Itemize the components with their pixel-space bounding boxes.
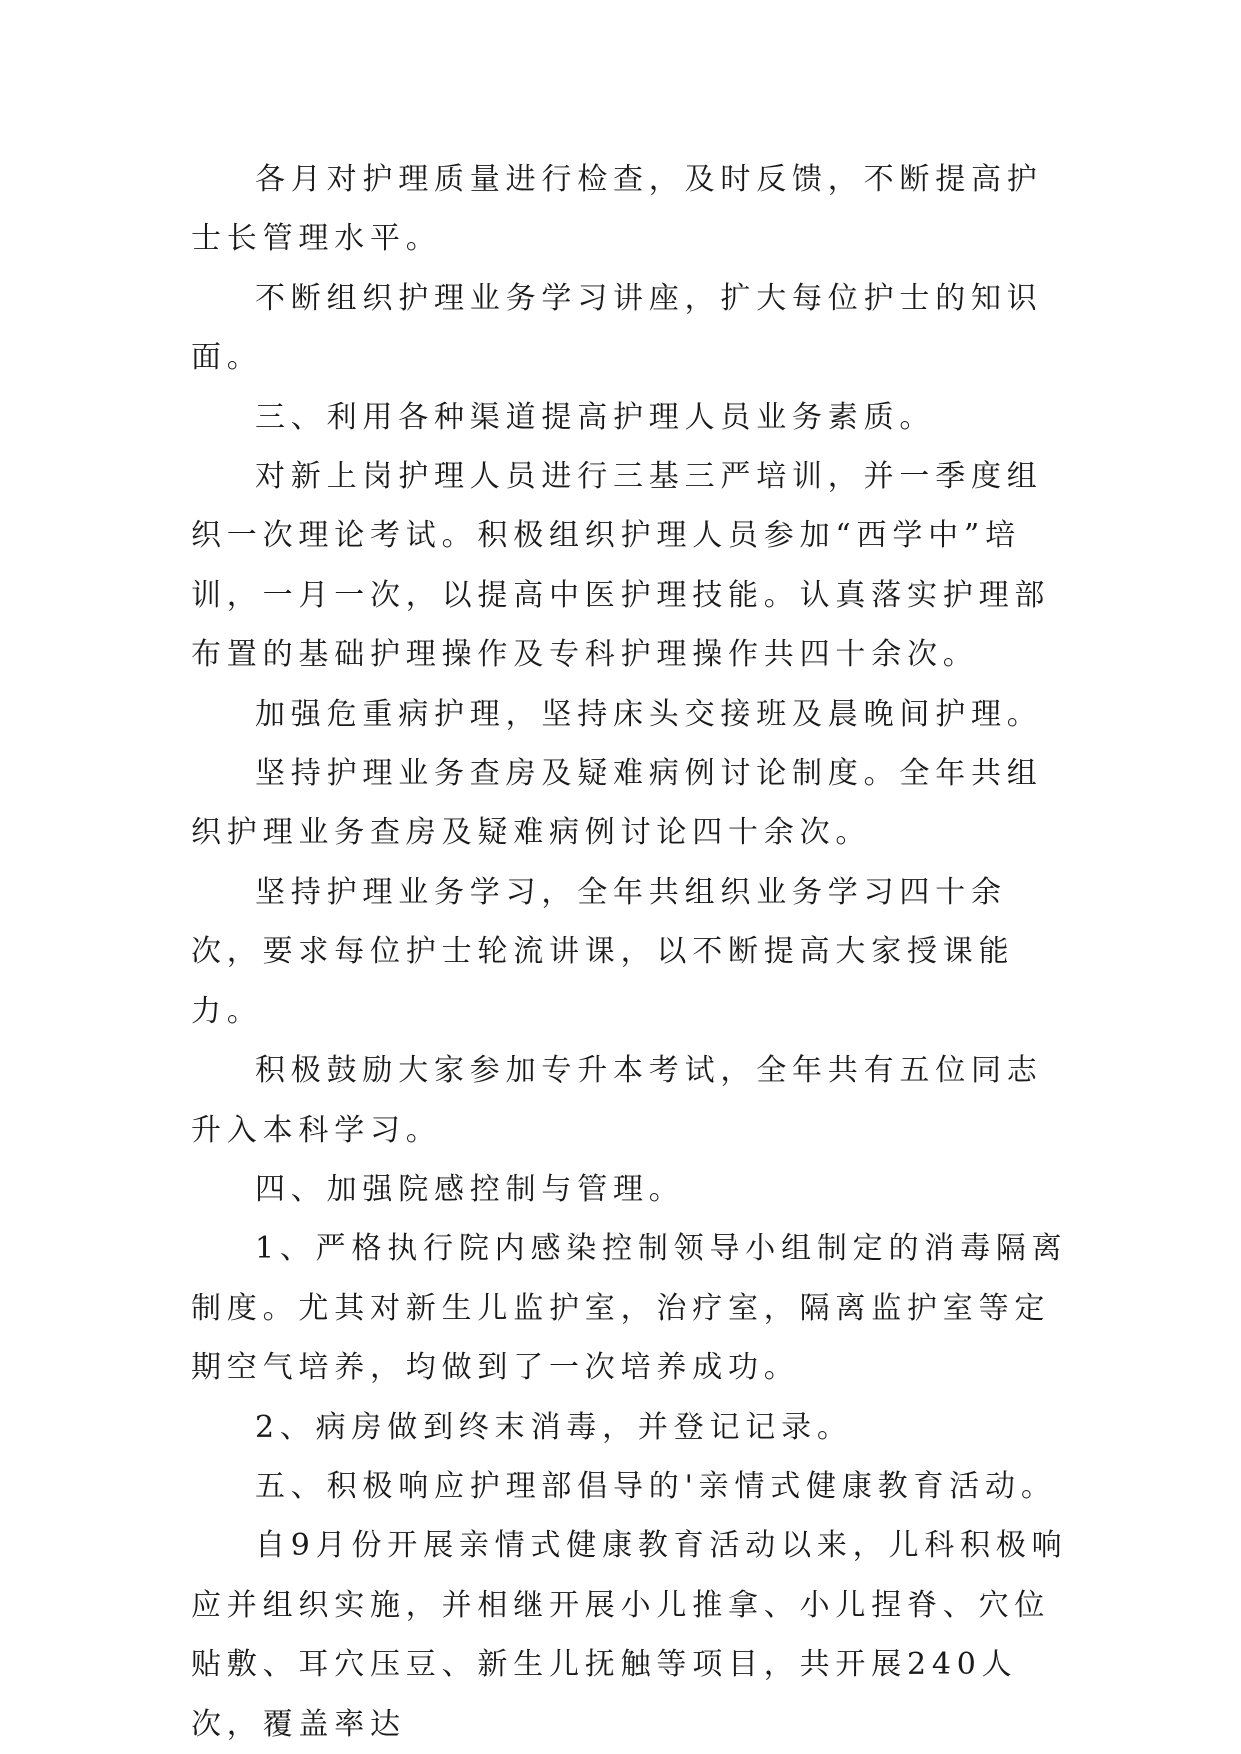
paragraph: 加强危重病护理，坚持床头交接班及晨晚间护理。 — [255, 696, 1043, 732]
paragraph: 2、病房做到终末消毒，并登记记录。 — [255, 1409, 853, 1445]
paragraph: 自9月份开展亲情式健康教育活动以来，儿科积极响应并组织实施，并相继开展小儿推拿、小儿捏脊、穴位贴敷、耳穴压豆、新生儿抚触等项目，共开展240人次，覆盖率达 — [191, 1528, 1068, 1742]
paragraph: 积极鼓励大家参加专升本考试，全年共有五位同志升入本科学习。 — [191, 1053, 1043, 1148]
paragraph: 坚持护理业务学习，全年共组织业务学习四十余次，要求每位护士轮流讲课，以不断提高大家授课能力。 — [191, 874, 1015, 1029]
paragraph: 各月对护理质量进行检查，及时反馈，不断提高护士长管理水平。 — [191, 162, 1043, 257]
section-heading: 四、加强院感控制与管理。 — [255, 1171, 685, 1207]
paragraph: 对新上岗护理人员进行三基三严培训，并一季度组织一次理论考试。积极组织护理人员参加“西学中”培训，一月一次，以提高中医护理技能。认真落实护理部布置的基础护理操作及专科护理操作共四十余次。 — [191, 459, 1051, 673]
section-heading: 三、利用各种渠道提高护理人员业务素质。 — [255, 399, 936, 435]
section-heading: 五、积极响应护理部倡导的'亲情式健康教育活动。 — [255, 1468, 1057, 1504]
paragraph: 不断组织护理业务学习讲座，扩大每位护士的知识面。 — [191, 280, 1043, 376]
paragraph: 坚持护理业务查房及疑难病例讨论制度。全年共组织护理业务查房及疑难病例讨论四十余次。 — [191, 756, 1043, 851]
document-body — [191, 150, 1071, 1754]
paragraph: 1、严格执行院内感染控制领导小组制定的消毒隔离制度。尤其对新生儿监护室，治疗室，隔离监护室等定期空气培养，均做到了一次培养成功。 — [191, 1231, 1068, 1386]
